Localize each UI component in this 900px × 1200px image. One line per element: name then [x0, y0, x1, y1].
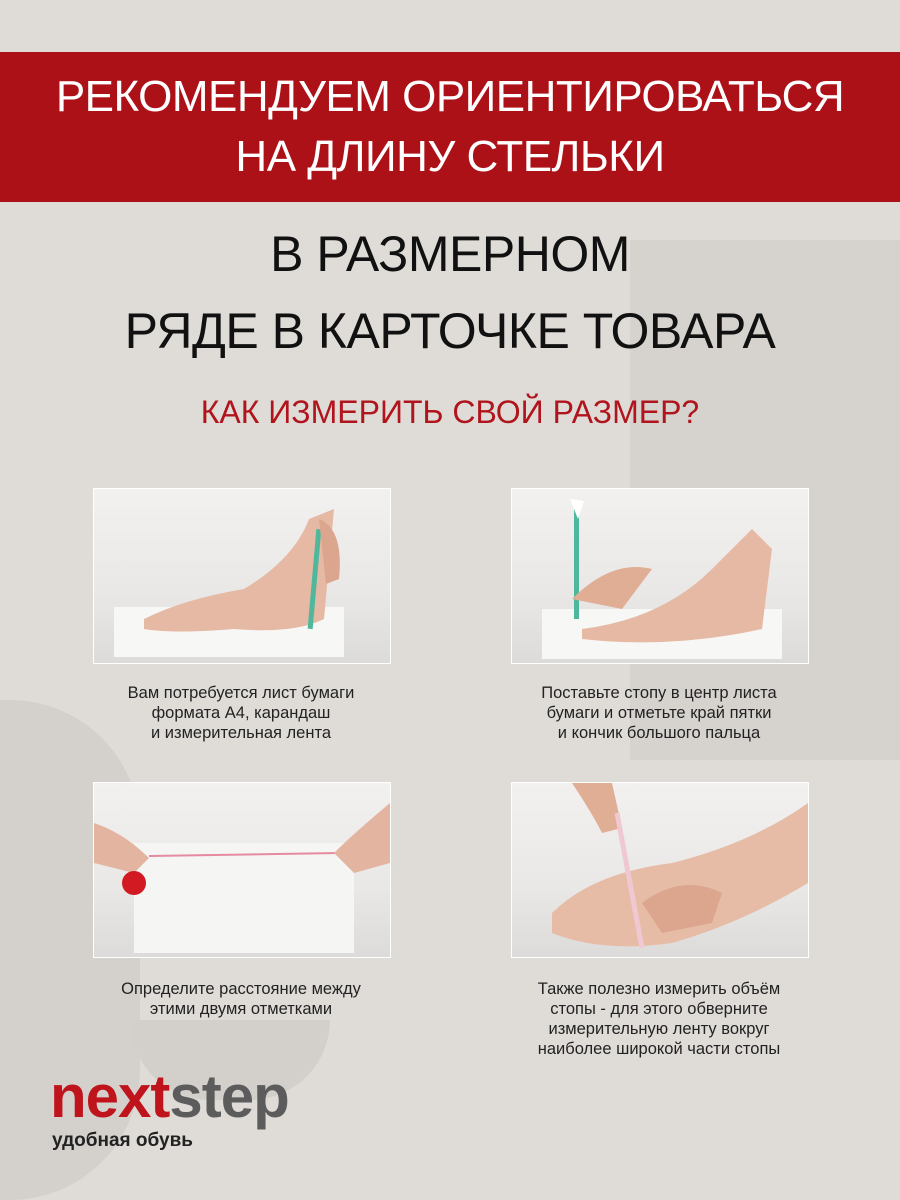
banner-line-1: РЕКОМЕНДУЕМ ОРИЕНТИРОВАТЬСЯ	[55, 72, 845, 121]
caption-line: Вам потребуется лист бумаги	[127, 684, 355, 702]
caption-line: стопы - для этого обверните	[550, 1000, 768, 1018]
caption-line: бумаги и отметьте край пятки	[546, 704, 772, 722]
brand-logo	[50, 1062, 289, 1132]
step-3-caption	[71, 979, 411, 1019]
caption-line: Также полезно измерить объём	[537, 980, 781, 998]
logo-tagline: удобная обувь	[52, 1130, 193, 1151]
step-4-photo	[511, 782, 809, 958]
caption-line: измерительную ленту вокруг	[548, 1020, 770, 1038]
step-2-photo	[511, 488, 809, 664]
caption-line: наиболее широкой части стопы	[537, 1040, 781, 1058]
caption-line: Поставьте стопу в центр листа	[541, 684, 777, 702]
caption-line: этими двумя отметками	[149, 1000, 333, 1018]
caption-line: и измерительная лента	[151, 724, 331, 742]
caption-line: и кончик большого пальца	[557, 724, 761, 742]
step-1-caption	[71, 683, 411, 743]
step-2-caption	[489, 683, 829, 743]
logo-step: step	[169, 1063, 289, 1130]
subtitle-line-1: В РАЗМЕРНОМ	[270, 226, 630, 282]
caption-line: Определите расстояние между	[121, 980, 361, 998]
step-3-photo	[93, 782, 391, 958]
banner-line-2: НА ДЛИНУ СТЕЛЬКИ	[235, 132, 665, 181]
how-to-measure-heading: КАК ИЗМЕРИТЬ СВОЙ РАЗМЕР?	[200, 394, 700, 430]
step-1-photo	[93, 488, 391, 664]
header-banner	[0, 52, 900, 202]
caption-line: формата А4, карандаш	[151, 704, 331, 722]
logo-next: next	[50, 1063, 170, 1130]
subtitle-line-2: РЯДЕ В КАРТОЧКЕ ТОВАРА	[124, 303, 776, 359]
step-4-caption	[489, 979, 829, 1059]
